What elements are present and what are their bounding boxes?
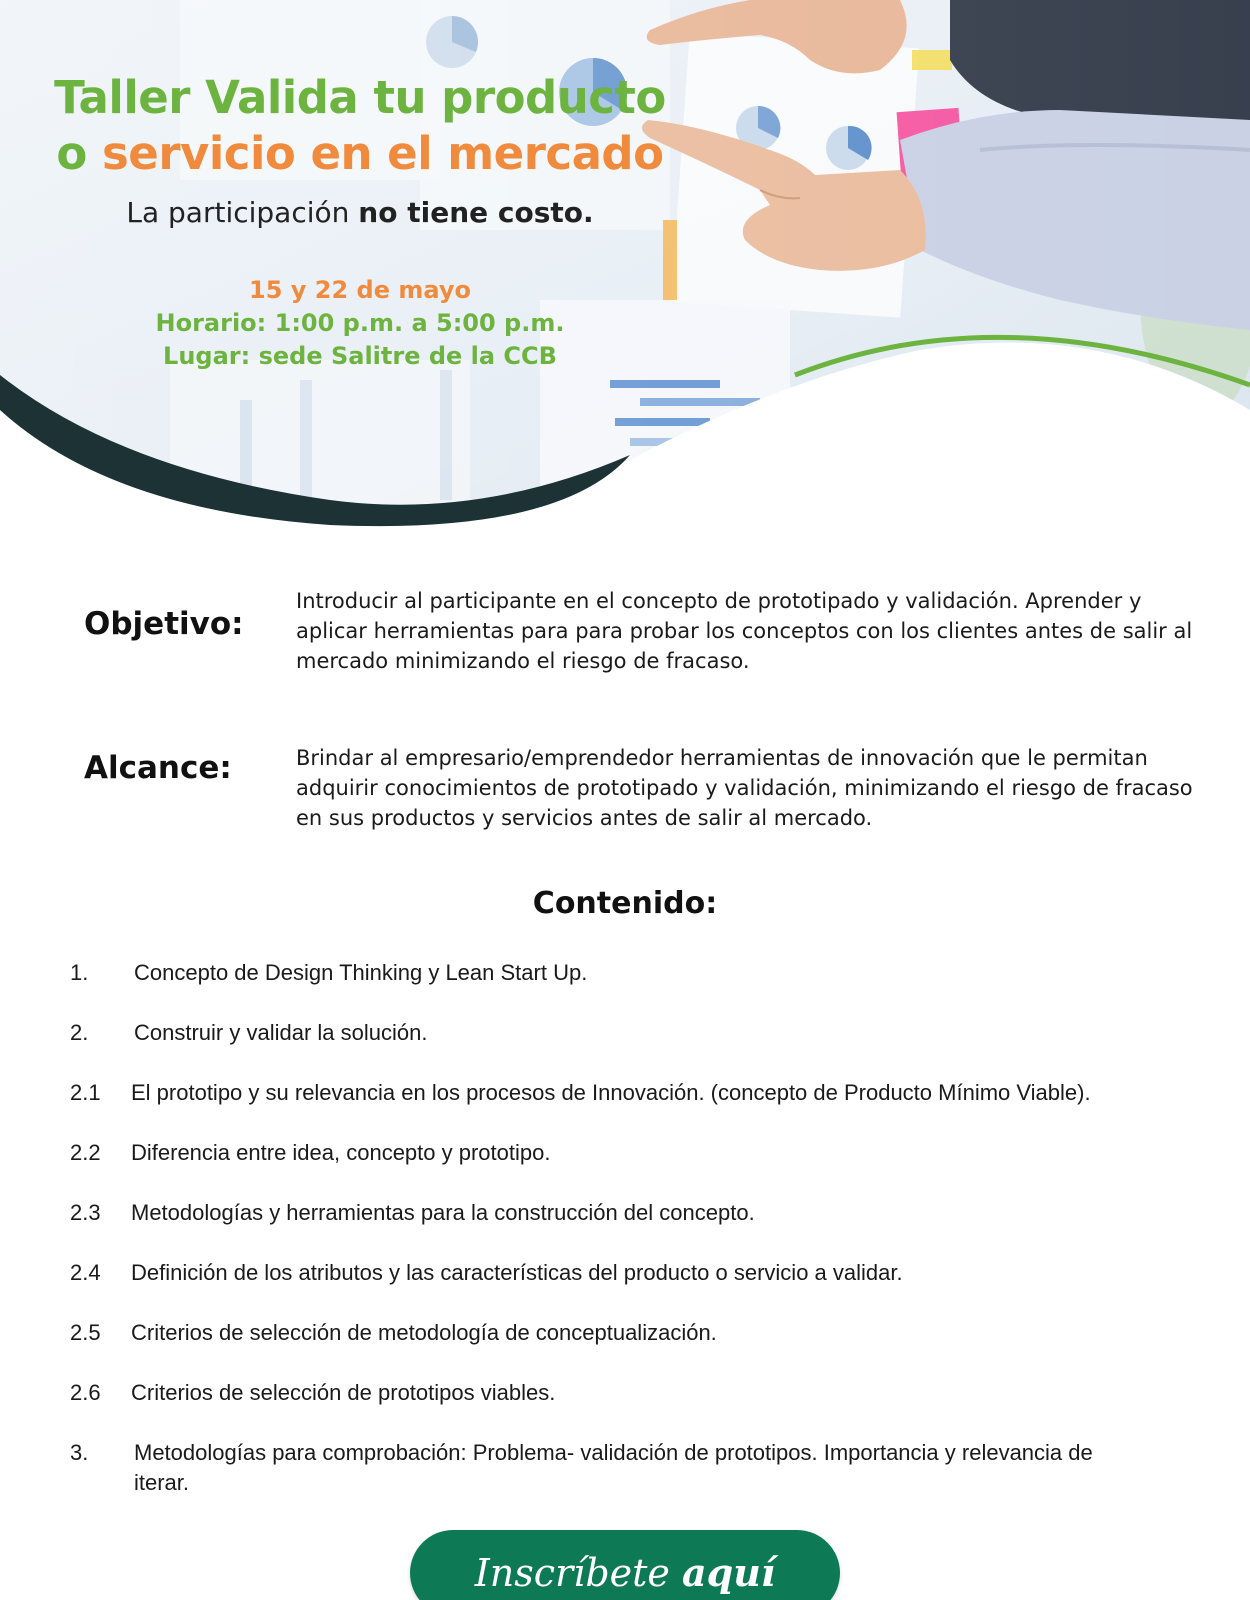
list-item-number: 1. bbox=[70, 960, 89, 985]
hero-banner bbox=[0, 0, 1250, 540]
list-item-number: 2.4 bbox=[70, 1260, 101, 1285]
event-location: Lugar: sede Salitre de la CCB bbox=[163, 342, 557, 370]
list-item-text: El prototipo y su relevancia en los procesos de Innovación. (concepto de Producto Mínimo Viable). bbox=[131, 1080, 1091, 1105]
cost-note bbox=[0, 196, 720, 229]
list-item-number: 3. bbox=[70, 1440, 89, 1465]
alcance-text: Brindar al empresario/emprendedor herramientas de innovación que le permitan adquirir conocimientos de prototipado y validación, minimizando el riesgo de fracaso en sus productos y servicios antes de salir al mercado. bbox=[296, 746, 1193, 830]
list-item-text: Concepto de Design Thinking y Lean Start Up. bbox=[134, 960, 588, 985]
list-item-text: Criterios de selección de metodología de conceptualización. bbox=[131, 1320, 717, 1345]
list-item-number: 2. bbox=[70, 1020, 89, 1045]
title-line-1: Taller Valida tu producto bbox=[54, 71, 666, 124]
register-button-label-bold: aquí bbox=[682, 1550, 776, 1595]
list-item-number: 2.2 bbox=[70, 1140, 101, 1165]
register-button-label: Inscríbete bbox=[474, 1551, 670, 1595]
list-item-text: Criterios de selección de prototipos viables. bbox=[131, 1380, 556, 1405]
list-item-number: 2.1 bbox=[70, 1080, 101, 1105]
event-info bbox=[0, 274, 720, 373]
workshop-title bbox=[0, 70, 720, 182]
register-button[interactable] bbox=[410, 1530, 840, 1600]
list-item-text: Diferencia entre idea, concepto y prototipo. bbox=[131, 1140, 551, 1165]
list-item-number: 2.3 bbox=[70, 1200, 101, 1225]
contenido-heading: Contenido: bbox=[532, 886, 718, 921]
list-item-text: Construir y validar la solución. bbox=[134, 1020, 428, 1045]
list-item-number: 2.5 bbox=[70, 1320, 101, 1345]
title-line-2-highlight: servicio en el mercado bbox=[102, 127, 664, 180]
event-date: 15 y 22 de mayo bbox=[249, 276, 471, 304]
objetivo-label: Objetivo: bbox=[84, 606, 244, 642]
objetivo-text: Introducir al participante en el concepto de prototipado y validación. Aprender y aplicar herramientas para para probar los conceptos con los clientes antes de salir al mercado minimizando el riesgo de fracaso. bbox=[296, 589, 1193, 673]
event-schedule: Horario: 1:00 p.m. a 5:00 p.m. bbox=[155, 309, 565, 337]
cost-note-bold: no tiene costo. bbox=[358, 196, 594, 229]
list-item-number: 2.6 bbox=[70, 1380, 101, 1405]
cost-note-prefix: La participación bbox=[126, 196, 350, 229]
list-item-text: Definición de los atributos y las características del producto o servicio a validar. bbox=[131, 1260, 903, 1285]
list-item-text: Metodologías para comprobación: Problema- validación de prototipos. Importancia y relevancia de iterar. bbox=[134, 1440, 1093, 1495]
title-line-2-prefix: o bbox=[56, 127, 87, 180]
alcance-label: Alcance: bbox=[84, 750, 232, 786]
list-item-text: Metodologías y herramientas para la construcción del concepto. bbox=[131, 1200, 755, 1225]
